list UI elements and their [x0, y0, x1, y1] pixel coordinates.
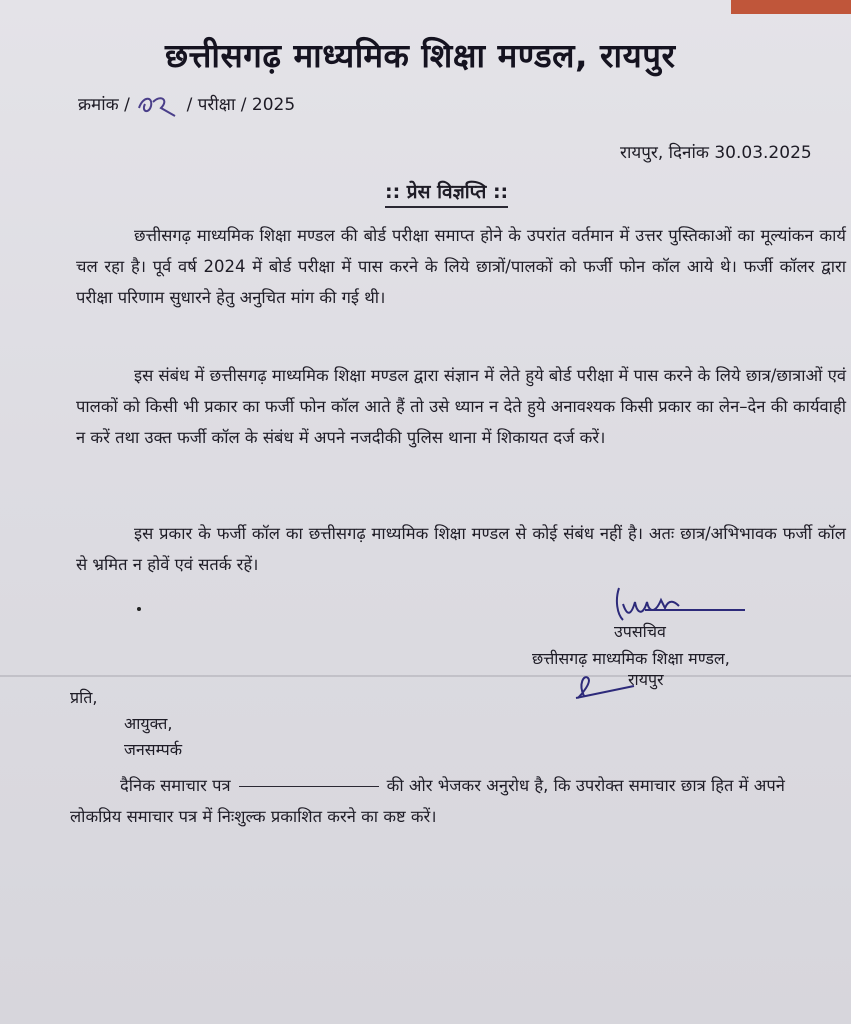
- stray-dot: [137, 607, 141, 611]
- reference-number: [78, 92, 295, 118]
- paragraph-1: छत्तीसगढ़ माध्यमिक शिक्षा मण्डल की बोर्ड परीक्षा समाप्त होने के उपरांत वर्तमान में उत्तर पुस्तिकाओं का मूल्यांकन कार्य चल रहा है। पूर्व वर्ष 2024 में बोर्ड परीक्षा में पास करने के लिये छात्रों/पालकों को फर्जी फोन कॉल आये थे। फर्जी कॉलर द्वारा परीक्षा परिणाम सुधारने हेतु अनुचित मांग की गई थी।: [76, 226, 846, 307]
- recipient-line-2: जनसम्पर्क: [124, 740, 183, 759]
- reference-prefix: क्रमांक /: [78, 95, 130, 115]
- recipient-paragraph: [70, 770, 810, 832]
- handwritten-number-icon: [135, 92, 181, 118]
- paper-fold: [0, 675, 851, 677]
- background-corner: [731, 0, 851, 14]
- reference-suffix: / परीक्षा / 2025: [186, 95, 296, 115]
- recipient-prefix: प्रति,: [70, 688, 98, 707]
- press-release-heading: :: प्रेस विज्ञप्ति ::: [385, 178, 508, 208]
- blank-line: [239, 786, 379, 787]
- paragraph-3: इस प्रकार के फर्जी कॉल का छत्तीसगढ़ माध्यमिक शिक्षा मण्डल से कोई संबंध नहीं है। अतः छात्र/अभिभावक फर्जी कॉल से भ्रमित न होवें एवं सतर्क रहें।: [76, 524, 846, 574]
- signatory-title: उपसचिव: [614, 622, 666, 641]
- signatory-organisation: छत्तीसगढ़ माध्यमिक शिक्षा मण्डल,: [532, 649, 730, 668]
- recipient-paragraph-start: दैनिक समाचार पत्र: [120, 776, 231, 795]
- page-title: छत्तीसगढ़ माध्यमिक शिक्षा मण्डल, रायपुर: [165, 36, 676, 75]
- recipient-line-1: आयुक्त,: [124, 714, 173, 733]
- paragraph-2: इस संबंध में छत्तीसगढ़ माध्यमिक शिक्षा मण्डल द्वारा संज्ञान में लेते हुये बोर्ड परीक्षा में पास करने के लिये छात्र/छात्राओं एवं पालकों को किसी भी प्रकार का फर्जी फोन कॉल आते हैं तो उसे ध्यान न देते हुये अनावश्यक किसी प्रकार का लेन–देन की कार्यवाही न करें तथा उक्त फर्जी कॉल के संबंध में अपने नजदीकी पुलिस थाना में शिकायत दर्ज करें।: [76, 366, 846, 447]
- recipient-paragraph-rest: की ओर भेजकर अनुरोध है, कि उपरोक्त समाचार छात्र हित में अपने लोकप्रिय समाचार पत्र में निःशुल्क प्रकाशित करने का कष्ट करें।: [70, 776, 785, 826]
- date-line: रायपुर, दिनांक 30.03.2025: [620, 143, 812, 163]
- signatory-city: रायपुर: [628, 670, 664, 689]
